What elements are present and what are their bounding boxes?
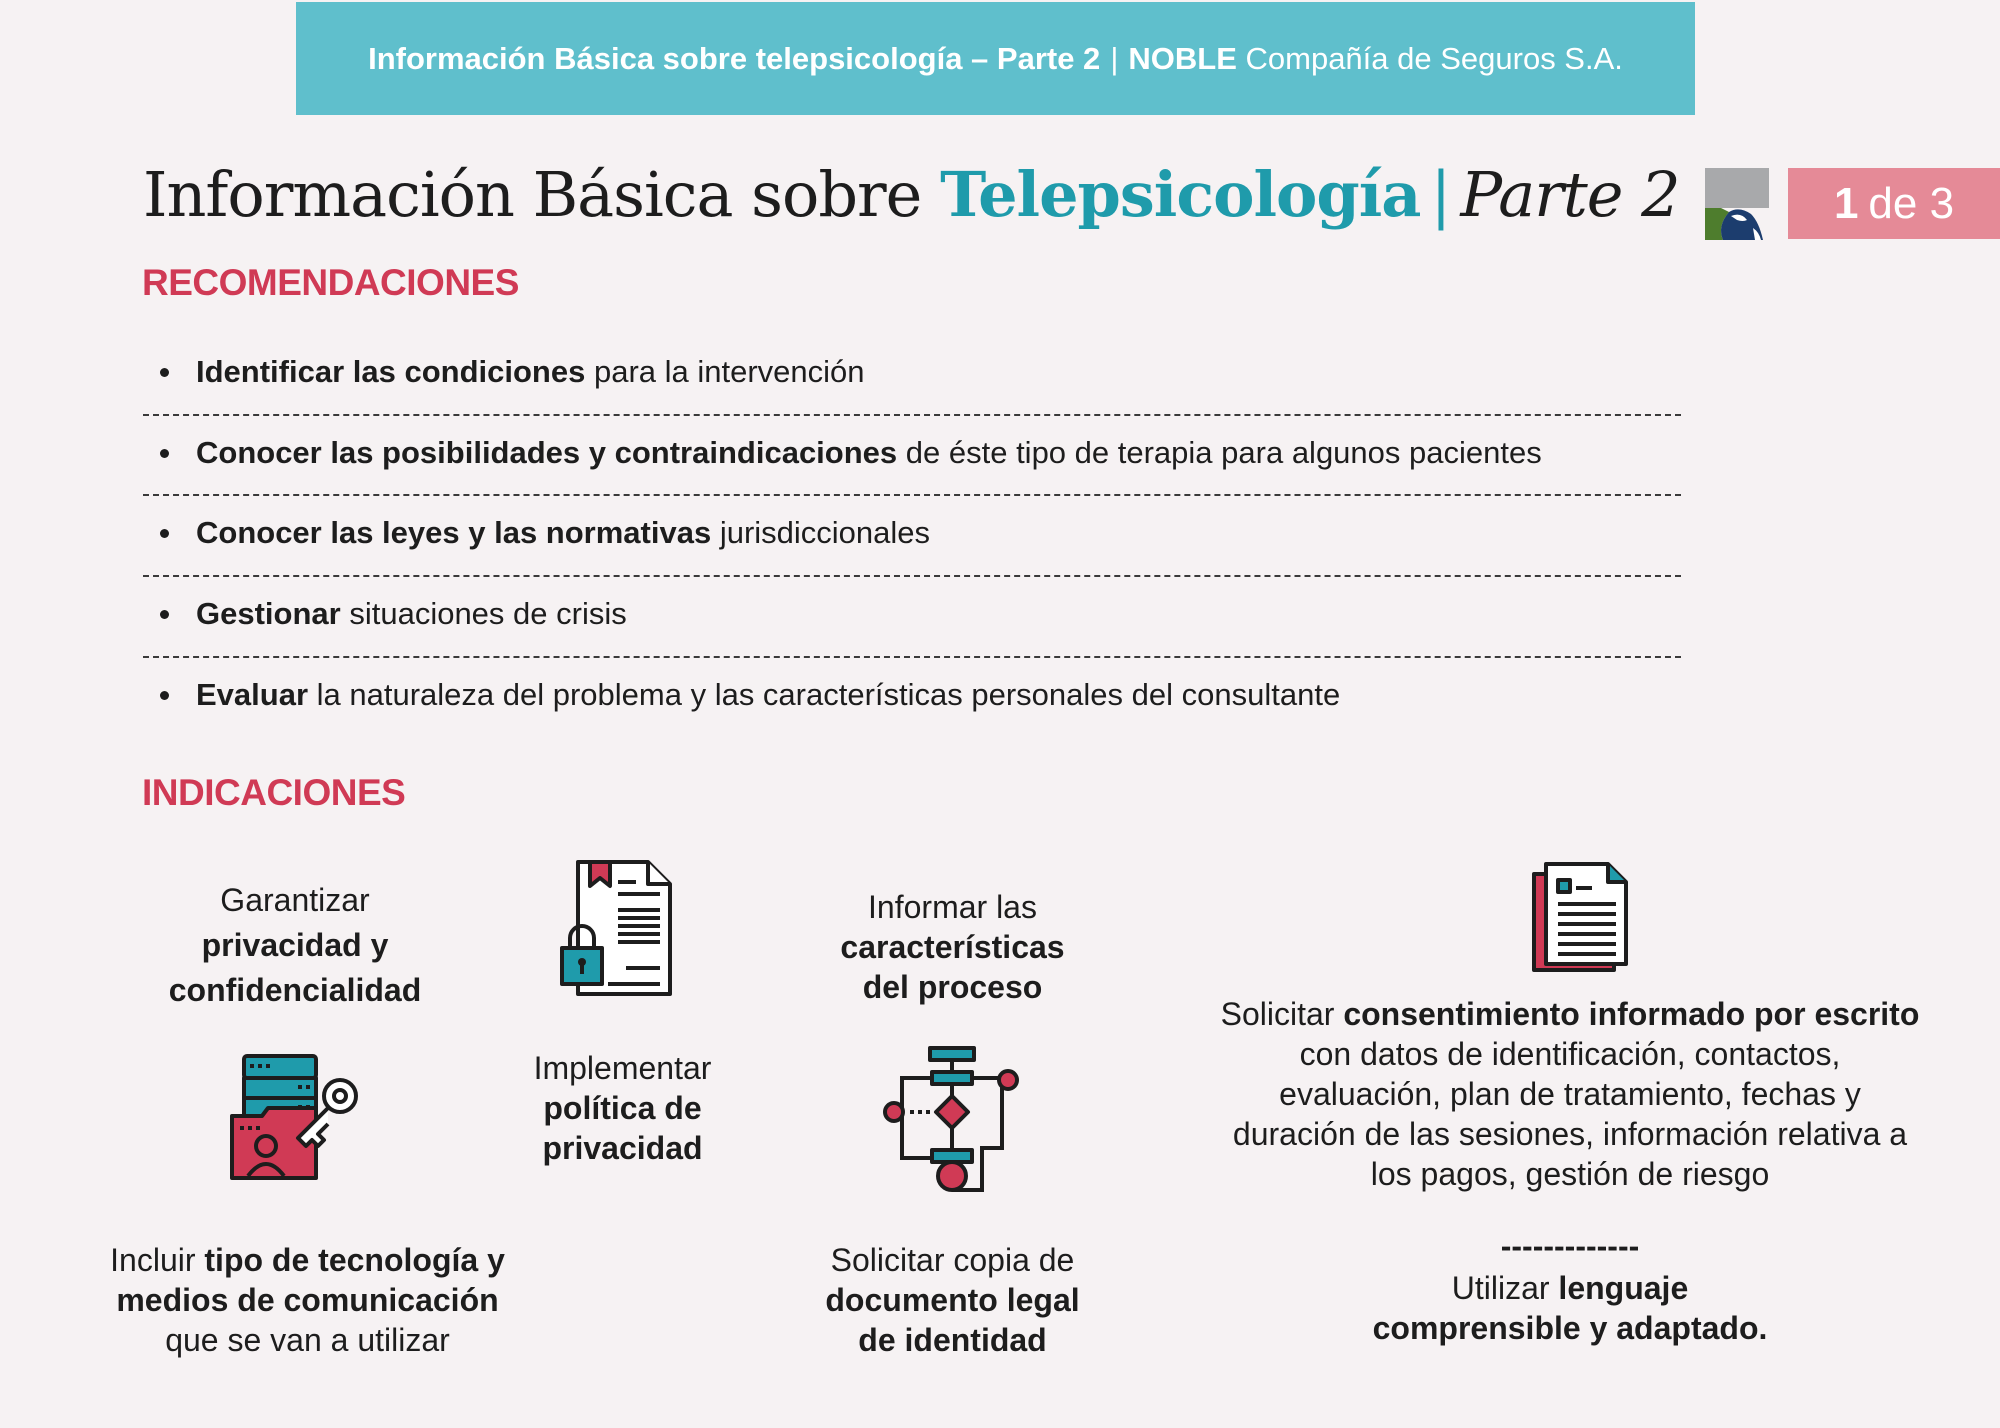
technology-bold: tipo de tecnología y (204, 1242, 505, 1278)
indications-heading: INDICACIONES (142, 772, 406, 813)
language-bold: lenguaje (1558, 1270, 1689, 1306)
identity-line: Solicitar copia de (830, 1242, 1075, 1278)
list-item (160, 354, 865, 390)
banner-separator: | (1110, 40, 1119, 76)
server-key-icon (228, 1054, 364, 1184)
list-item (160, 515, 930, 551)
divider (143, 575, 1681, 577)
bullet (160, 449, 169, 458)
bullet (160, 691, 169, 700)
process-block (800, 887, 1105, 1007)
technology-bold: medios de comunicación (116, 1282, 499, 1318)
item-text: de éste tipo de terapia para algunos pacientes (897, 435, 1542, 470)
language-block (1330, 1268, 1810, 1348)
divider (143, 414, 1681, 416)
page-total: de 3 (1868, 178, 1955, 228)
process-line: Informar las (868, 889, 1037, 925)
consent-line: evaluación, plan de tratamiento, fechas y (1279, 1076, 1861, 1112)
item-bold: Gestionar (196, 596, 341, 631)
consent-block (1180, 994, 1960, 1194)
title-highlight: Telepsicología (940, 158, 1421, 231)
policy-bold: política de (543, 1090, 702, 1126)
list-item (160, 435, 1542, 471)
title-part: Parte 2 (1460, 158, 1680, 231)
process-bold: del proceso (862, 969, 1043, 1005)
privacy-block (140, 880, 450, 1010)
item-bold: Conocer las leyes y las normativas (196, 515, 712, 550)
item-text: la naturaleza del problema y las características personales del consultante (308, 677, 1341, 712)
divider (143, 494, 1681, 496)
document-icon (1530, 862, 1630, 974)
banner-brand: NOBLE (1128, 40, 1237, 76)
bullet (160, 610, 169, 619)
consent-line: los pagos, gestión de riesgo (1370, 1156, 1770, 1192)
policy-bold: privacidad (542, 1130, 703, 1166)
page-current: 1 (1833, 178, 1859, 228)
consent-line: con datos de identificación, contactos, (1299, 1036, 1841, 1072)
list-item (160, 677, 1340, 713)
top-banner (296, 2, 1695, 115)
document-lock-icon (556, 858, 676, 998)
consent-line: duración de las sesiones, información relativa a (1232, 1116, 1908, 1152)
privacy-line: Garantizar (220, 882, 370, 918)
language-lead: Utilizar (1451, 1270, 1559, 1306)
banner-title: Información Básica sobre telepsicología – Parte 2 (368, 40, 1101, 76)
item-text: para la intervención (585, 354, 865, 389)
identity-bold: documento legal (825, 1282, 1080, 1318)
consent-lead: Solicitar (1220, 996, 1344, 1032)
noble-logo-icon (1703, 168, 1771, 240)
bullet (160, 529, 169, 538)
list-item (160, 596, 627, 632)
divider (143, 656, 1681, 658)
item-text: jurisdiccionales (711, 515, 931, 550)
technology-lead: Incluir (110, 1242, 205, 1278)
text-divider: ------------- (1500, 1228, 1640, 1264)
identity-bold: de identidad (858, 1322, 1047, 1358)
technology-line: que se van a utilizar (165, 1322, 450, 1358)
item-text: situaciones de crisis (340, 596, 627, 631)
process-bold: características (840, 929, 1065, 965)
policy-line: Implementar (533, 1050, 712, 1086)
item-bold: Conocer las posibilidades y contraindicaciones (196, 435, 898, 470)
flowchart-icon (880, 1046, 1022, 1194)
page-title (143, 158, 1680, 231)
privacy-bold: confidencialidad (168, 972, 422, 1008)
item-bold: Identificar las condiciones (196, 354, 586, 389)
identity-block (800, 1240, 1105, 1360)
page-indicator (1788, 168, 2000, 239)
item-bold: Evaluar (196, 677, 309, 712)
privacy-bold: privacidad y (201, 927, 389, 963)
policy-block (490, 1048, 755, 1168)
bullet (160, 368, 169, 377)
language-bold: comprensible y adaptado. (1372, 1310, 1768, 1346)
banner-company: Compañía de Seguros S.A. (1245, 40, 1623, 76)
consent-bold: consentimiento informado por escrito (1343, 996, 1920, 1032)
title-lead: Información Básica sobre (143, 158, 922, 231)
title-separator: | (1430, 158, 1451, 231)
technology-block (90, 1240, 525, 1360)
recommendations-heading: RECOMENDACIONES (142, 262, 519, 303)
